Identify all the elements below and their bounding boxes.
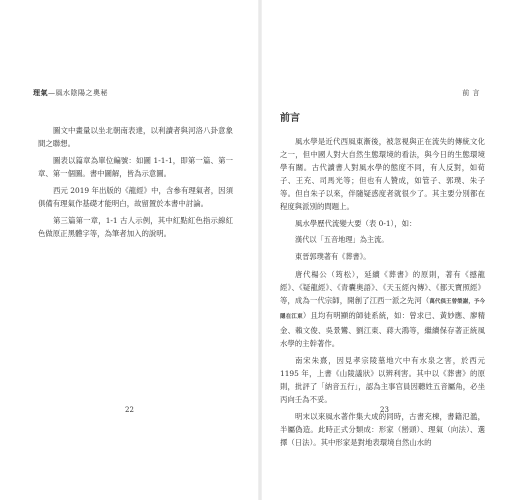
right-paragraph: 南宋朱熹，因見孝宗陵墓地穴中有水泉之害，於西元 1195 年，上書《山陵議狀》以辨利害。其中以《葬書》的原則，批評了「納音五行」，認為主事官員因聽姓五音屬角，必坐丙向壬為不妥。 (280, 356, 485, 404)
inline-annotation: 萬代俱王曾榮謝，予今隱在江東 (280, 299, 485, 320)
left-page-number: 22 (125, 406, 134, 414)
left-paragraph: 圖文中畫量以坐北朝南表達，以利讀者與河洛八卦意象間之聯想。 (38, 126, 233, 148)
right-page-number: 23 (380, 406, 389, 414)
right-page-body (280, 112, 485, 453)
indented-quote: 東晉郭璞著有《葬書》。 (295, 252, 371, 261)
right-paragraph: 風水學是近代西風東漸後，被忽視與正在流失的傳統文化之一，但中國人對大自然生態環境的看法，與今日的生態環境學有關。古代讀書人對風水學的態度不同，有人反對，如荀子、王充、司馬光等；但也有人贊成，如管子、郭璞、朱子等。但自朱子以來，伴隨疑惑度者就很少了。其主要分別都在程度與派別的問題上。 (280, 137, 485, 211)
right-paragraph: 明末以來風水著作集大成的同時，古書充棟，書籍氾濫，半屬偽造。此時正式分類成：形家（巒頭）、理氣（向法）、選擇（日法）。其中形家是對地表環境自然山水的 (280, 412, 485, 447)
right-page (260, 0, 520, 500)
paragraph-text: ）且均有明顯的師徒系統，如：曾求已、黃妙應、廖精金、賴文俊、吳景鸞、劉江東、蔣大鴻等，繼續保存著正統風水學的主幹著作。 (280, 311, 485, 348)
section-heading: 前言 (280, 113, 300, 124)
left-paragraph: 圖表以篇章為單位編號：如圖 1-1-1，即第一篇、第一章、第一個圖。書中圖解，皆為示意圖。 (38, 156, 233, 178)
indented-quote: 漢代以「五音地理」為主流。 (295, 235, 389, 244)
right-paragraph: 風水學歷代流變大要（表 0-1），如： (295, 219, 417, 228)
running-head-title: 理氣 (33, 88, 48, 97)
left-running-head (33, 88, 108, 98)
left-paragraph: 第三篇第一章，1-1 古人示例，其中紅點紅色指示線紅色做原正黑體字等，為筆者加入的說明。 (38, 216, 233, 238)
running-head-subtitle: —風水陰陽之奧秘 (48, 89, 108, 97)
right-paragraph (280, 268, 485, 350)
left-page-body (38, 124, 233, 244)
right-running-head: 前 言 (462, 89, 480, 97)
paragraph-text: 唐代楊公（筠松），延續《葬書》的原則，著有《撼龍經》、《疑龍經》、《青囊奧語》、《天玉經內傳》、《都天寶照經》等，成為一代宗師，開創了江西一派之先河（ (280, 270, 485, 305)
left-paragraph: 西元 2019 年出版的《龍經》中，含參有理氣者，因須俱備有理氣作基礎才能明白，故留置於本書中討論。 (38, 186, 233, 208)
